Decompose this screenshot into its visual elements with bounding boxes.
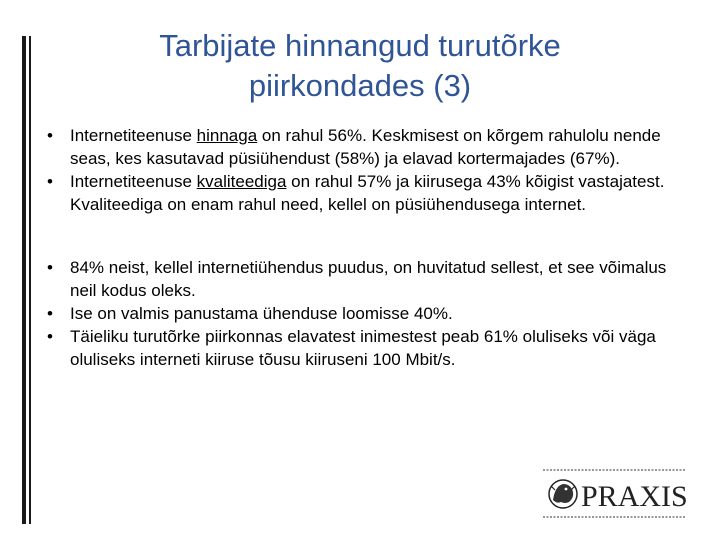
list-item-text xyxy=(70,170,680,216)
text-segment: on rahul 56%. Keskmisest on kõrgem rahulolu nende seas, kes kasutavad püsiühendust (58%) ja elavad kortermajades (67%). xyxy=(70,126,661,168)
list-item xyxy=(30,256,680,302)
list-item-text: Täieliku turutõrke piirkonnas elavatest inimestest peab 61% oluliseks või väga oluliseks interneti kiiruse tõusu kiiruseni 100 Mbit/s. xyxy=(70,327,656,369)
logo-wordmark: PRAXIS xyxy=(581,480,687,513)
section-gap xyxy=(30,216,680,256)
bullet-symbol: • xyxy=(47,327,53,346)
list-item xyxy=(30,302,680,325)
list-item-text: 84% neist, kellel internetiühendus puudus, on huvitatud sellest, et see võimalus neil kodus oleks. xyxy=(70,258,667,300)
text-segment: on rahul 57% ja kiirusega 43% kõigist vastajatest. Kvaliteediga on enam rahul need, kellel on püsiühendusega internet. xyxy=(70,172,665,214)
underlined-term: kvaliteediga xyxy=(196,172,287,191)
list-item-text: Ise on valmis panustama ühenduse loomisse 40%. xyxy=(70,304,453,323)
underlined-term: hinnaga xyxy=(196,126,258,145)
lion-emblem-icon xyxy=(549,480,577,508)
bullet-symbol: • xyxy=(47,258,53,277)
list-item-text xyxy=(70,124,680,170)
bullet-symbol: • xyxy=(47,126,53,145)
bullet-symbol: • xyxy=(47,172,53,191)
logo-graphic xyxy=(541,466,687,522)
slide-body xyxy=(30,124,680,371)
title-line-2: piirkondades (3) xyxy=(248,68,472,103)
title-line-1: Tarbijate hinnangud turutõrke xyxy=(159,28,561,63)
left-border-thick xyxy=(22,36,26,524)
praxis-logo xyxy=(541,466,687,522)
text-segment: Internetiteenuse xyxy=(70,172,197,191)
slide-title xyxy=(60,26,660,106)
bullet-symbol: • xyxy=(47,304,53,323)
list-item xyxy=(30,325,680,371)
list-item xyxy=(30,124,680,170)
list-item xyxy=(30,170,680,216)
text-segment: Internetiteenuse xyxy=(70,126,197,145)
